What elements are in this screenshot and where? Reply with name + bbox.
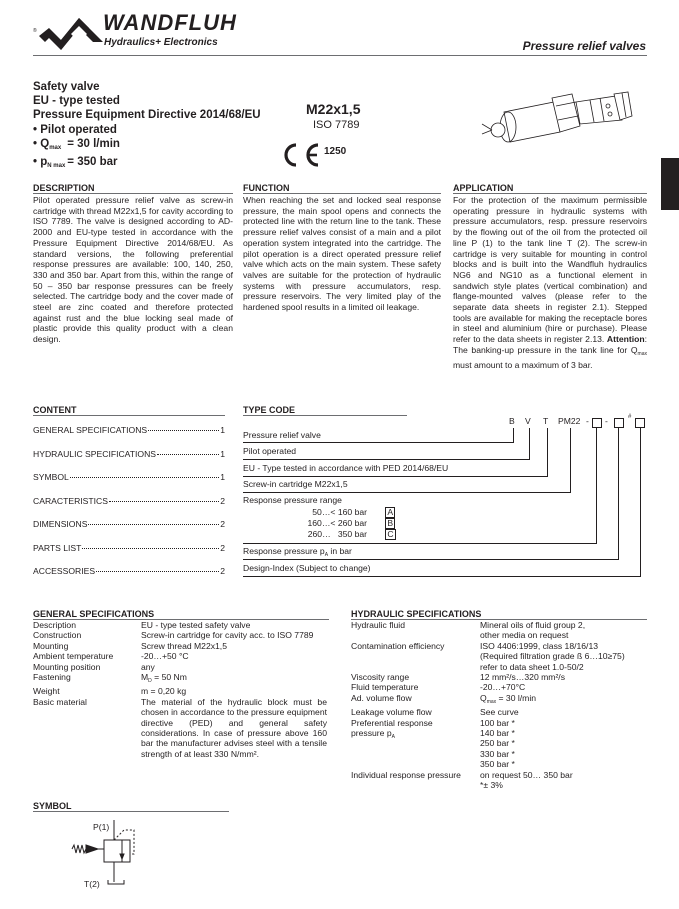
register-tab: [661, 158, 679, 210]
tc-vline-b: [513, 428, 514, 443]
application-section: [453, 183, 647, 370]
tc-row-pilot-operated: Pilot operated: [243, 446, 297, 456]
header-rule: [33, 55, 647, 56]
brand-tagline: Hydraulics+ Electronics: [104, 37, 218, 48]
hydraulic-symbol-icon: [68, 820, 168, 890]
spec-row-mounting: Mounting Screw thread M22x1,5: [33, 640, 227, 651]
function-text: When reaching the set and locked seal response pressure, the main spool opens and connects the protected line with the return line to the tank. These pressure relief valves consist of a main and a pilot operation system integrated into the cartridge. The pilot operation is a direct operated pressure relief valve which acts on the main system. These safety valves are suitable for the protection of hydraulic systems with pressure accumulators, resp. pressure reservoirs. The very limited play of the hardened spool results in a limited oil leakage.: [243, 195, 441, 313]
code-dash-1: -: [586, 416, 589, 426]
registered-mark: ®: [33, 28, 37, 34]
valve-cartridge-image: [476, 84, 646, 154]
hspec-row-individual-pressure: Individual response pressure on request 50… 350 bar *± 3%: [351, 769, 573, 791]
spec-row-weight: Weight m = 0,20 kg: [33, 686, 187, 697]
title-line-2: EU - type tested: [33, 95, 120, 108]
application-text: For the protection of the maximum permissible operating pressure in hydraulic systems with pressure accumulators, resp. pressure reservoirs by the flowing out of the oil from the protected oil line P (1) to the tank line T (2). The screw-in cartridge is very suitable for mounting in control blocks and is built into the Wandfluh hydraulics NG6 and NG10 as a functional element in sandwich style plates (vertical combination) and flange-mounted valves (please refer to the separate data sheets in register 2.1). Stepped tools are available for making the receptacle bores in steel and aluminium (hire or purchase). Please refer to the data sheets in register 2.13. Attention: The banking-up pressure in the tank line for $Q_{max}$ must amount to a maximum of 3 bar.: [453, 195, 647, 370]
range-code-c: C: [387, 529, 394, 539]
tc-row-eu-type-tested: EU - Type tested in accordance with PED 2014/68/EU: [243, 463, 449, 473]
range-a: 50…< 160 bar A: [312, 507, 394, 517]
tc-row-response-pressure-range: Response pressure range: [243, 495, 342, 505]
bullet-pnmax: • $p_{N max} = 350$ bar: [33, 156, 118, 170]
spec-row-ambient-temperature: Ambient temperature -20…+50 °C: [33, 651, 189, 662]
hydraulic-specs-heading: HYDRAULIC SPECIFICATIONS: [351, 609, 647, 620]
description-text: Pilot operated pressure relief valve as screw-in cartridge with thread M22x1,5 for cavity according to ISO 7789. The valve is designed according to AD-2000 and EU-type tested in accordance with the Pressure Equipment Directive 2014/68/EU. As standard versions, the following preferential response pressures are available: 100, 140, 250, 330 and 350 bar. Apart from this, within the range of 50 – 350 bar response pressures can be freely selected. The cartridge body and the cover made of steel are zinc coated and therefore protected against rust and the blue locking seal made of plastic provide this quality product with a clean design.: [33, 195, 233, 345]
thread-size: M22x1,5: [306, 101, 361, 117]
symbol-heading: SYMBOL: [33, 801, 229, 812]
type-code-section: [243, 405, 647, 580]
tc-row-design-index: Design-Index (Subject to change): [243, 563, 371, 573]
tc-vline-pressure: [618, 428, 619, 560]
spec-row-basic-material: Basic material The material of the hydraulic block must be chosen in accordance to the pressure equipment directive (PED) and general safety considerations. In case of pressure above 160 bar the manufacturer advises steel with a tensile strength of at least 330 N/mm².: [33, 696, 327, 759]
title-block: [33, 80, 293, 173]
tc-rule-2: [243, 459, 529, 460]
tc-rule-5: [243, 543, 596, 544]
code-box-pressure: [614, 418, 624, 428]
code-b: B: [509, 416, 515, 426]
code-pm22: PM22: [558, 416, 581, 426]
spec-row-construction: Construction Screw-in cartridge for cavity acc. to ISO 7789: [33, 630, 314, 641]
tc-vline-v: [529, 428, 530, 460]
attention-label: Attention: [606, 334, 645, 345]
tc-rule-3: [243, 476, 547, 477]
range-code-a: A: [387, 507, 394, 517]
thread-standard: ISO 7789: [313, 119, 360, 131]
hspec-row-contamination: Contamination efficiency ISO 4406:1999, class 18/16/13 (Required filtration grade ß 6…10≥75) refer to data sheet 1.0-50/2: [351, 640, 625, 672]
bullet-pilot: • Pilot operated: [33, 123, 117, 136]
application-heading: APPLICATION: [453, 183, 647, 194]
description-heading: DESCRIPTION: [33, 183, 233, 194]
code-box-design-index: [635, 418, 645, 428]
title-line-3: Pressure Equipment Directive 2014/68/EU: [33, 109, 261, 122]
range-code-b: B: [387, 518, 394, 528]
code-v: V: [525, 416, 531, 426]
tc-row-pressure-relief-valve: Pressure relief valve: [243, 430, 321, 440]
brand-name: WANDFLUH: [103, 10, 237, 35]
code-box-range: [592, 418, 602, 428]
tc-rule-7: [243, 576, 640, 577]
tc-vline-t: [547, 428, 548, 477]
description-section: [33, 183, 233, 345]
hspec-row-leakage: Leakage volume flow See curve: [351, 707, 519, 718]
spec-row-mounting-position: Mounting position any: [33, 661, 155, 672]
toc-caracteristics[interactable]: CARACTERISTICS 2: [33, 495, 225, 506]
tc-rule-1: [243, 442, 513, 443]
range-b: 160…< 260 bar B: [307, 518, 394, 528]
code-hash: #: [628, 414, 632, 420]
tc-vline-design: [640, 428, 641, 577]
function-heading: FUNCTION: [243, 183, 441, 194]
function-section: [243, 183, 441, 313]
ce-number: 1250: [324, 146, 347, 157]
hspec-row-fluid-temperature: Fluid temperature -20…+70°C: [351, 682, 526, 693]
category-title: Pressure relief valves: [522, 39, 646, 53]
range-c: 260… 350 bar C: [307, 529, 394, 539]
ce-mark-icon: [277, 142, 321, 172]
symbol-section: [33, 801, 229, 812]
tc-vline-range: [596, 428, 597, 544]
type-code-heading: TYPE CODE: [243, 405, 407, 416]
toc-hydraulic-specifications[interactable]: HYDRAULIC SPECIFICATIONS 1: [33, 448, 225, 459]
toc-general-specifications[interactable]: GENERAL SPECIFICATIONS 1: [33, 425, 225, 435]
tc-vline-pm22: [570, 428, 571, 493]
port-t-label: T(2): [84, 879, 100, 889]
logo: [33, 12, 263, 52]
spec-row-fastening: Fastening $M_D = 50$ Nm: [33, 672, 187, 685]
hspec-row-preferential-pressure: Preferential response pressure $p_A$ 100 bar * 140 bar * 250 bar * 330 bar * 350 bar *: [351, 717, 515, 770]
bullet-qmax: • $Q_{max} = 30$ l/min: [33, 137, 120, 151]
content-section: [33, 405, 225, 590]
code-t: T: [543, 416, 549, 426]
toc-dimensions[interactable]: DIMENSIONS 2: [33, 519, 225, 529]
code-dash-2: -: [605, 416, 608, 426]
toc-accessories[interactable]: ACCESSORIES 2: [33, 566, 225, 576]
hspec-row-hydraulic-fluid: Hydraulic fluid Mineral oils of fluid group 2, other media on request: [351, 620, 586, 641]
tc-rule-4: [243, 492, 570, 493]
wandfluh-logo-icon: [39, 14, 103, 50]
hspec-row-volume-flow: Ad. volume flow $Q_{max} = 30$ l/min: [351, 692, 537, 705]
general-specs-section: [33, 609, 329, 759]
spec-row-description: Description EU - type tested safety valve: [33, 620, 251, 630]
general-specs-heading: GENERAL SPECIFICATIONS: [33, 609, 329, 620]
hydraulic-specs-section: [351, 609, 647, 791]
tc-row-screw-in-cartridge: Screw-in cartridge M22x1,5: [243, 479, 348, 489]
hspec-row-viscosity: Viscosity range 12 mm²/s…320 mm²/s: [351, 672, 565, 683]
tc-row-response-pressure: Response pressure $p_A$ in bar: [243, 546, 352, 558]
title-line-1: Safety valve: [33, 81, 100, 93]
content-heading: CONTENT: [33, 405, 225, 416]
toc-symbol[interactable]: SYMBOL 1: [33, 472, 225, 482]
port-p-label: P(1): [93, 822, 110, 832]
toc-parts-list[interactable]: PARTS LIST 2: [33, 542, 225, 553]
tc-rule-6: [243, 559, 618, 560]
